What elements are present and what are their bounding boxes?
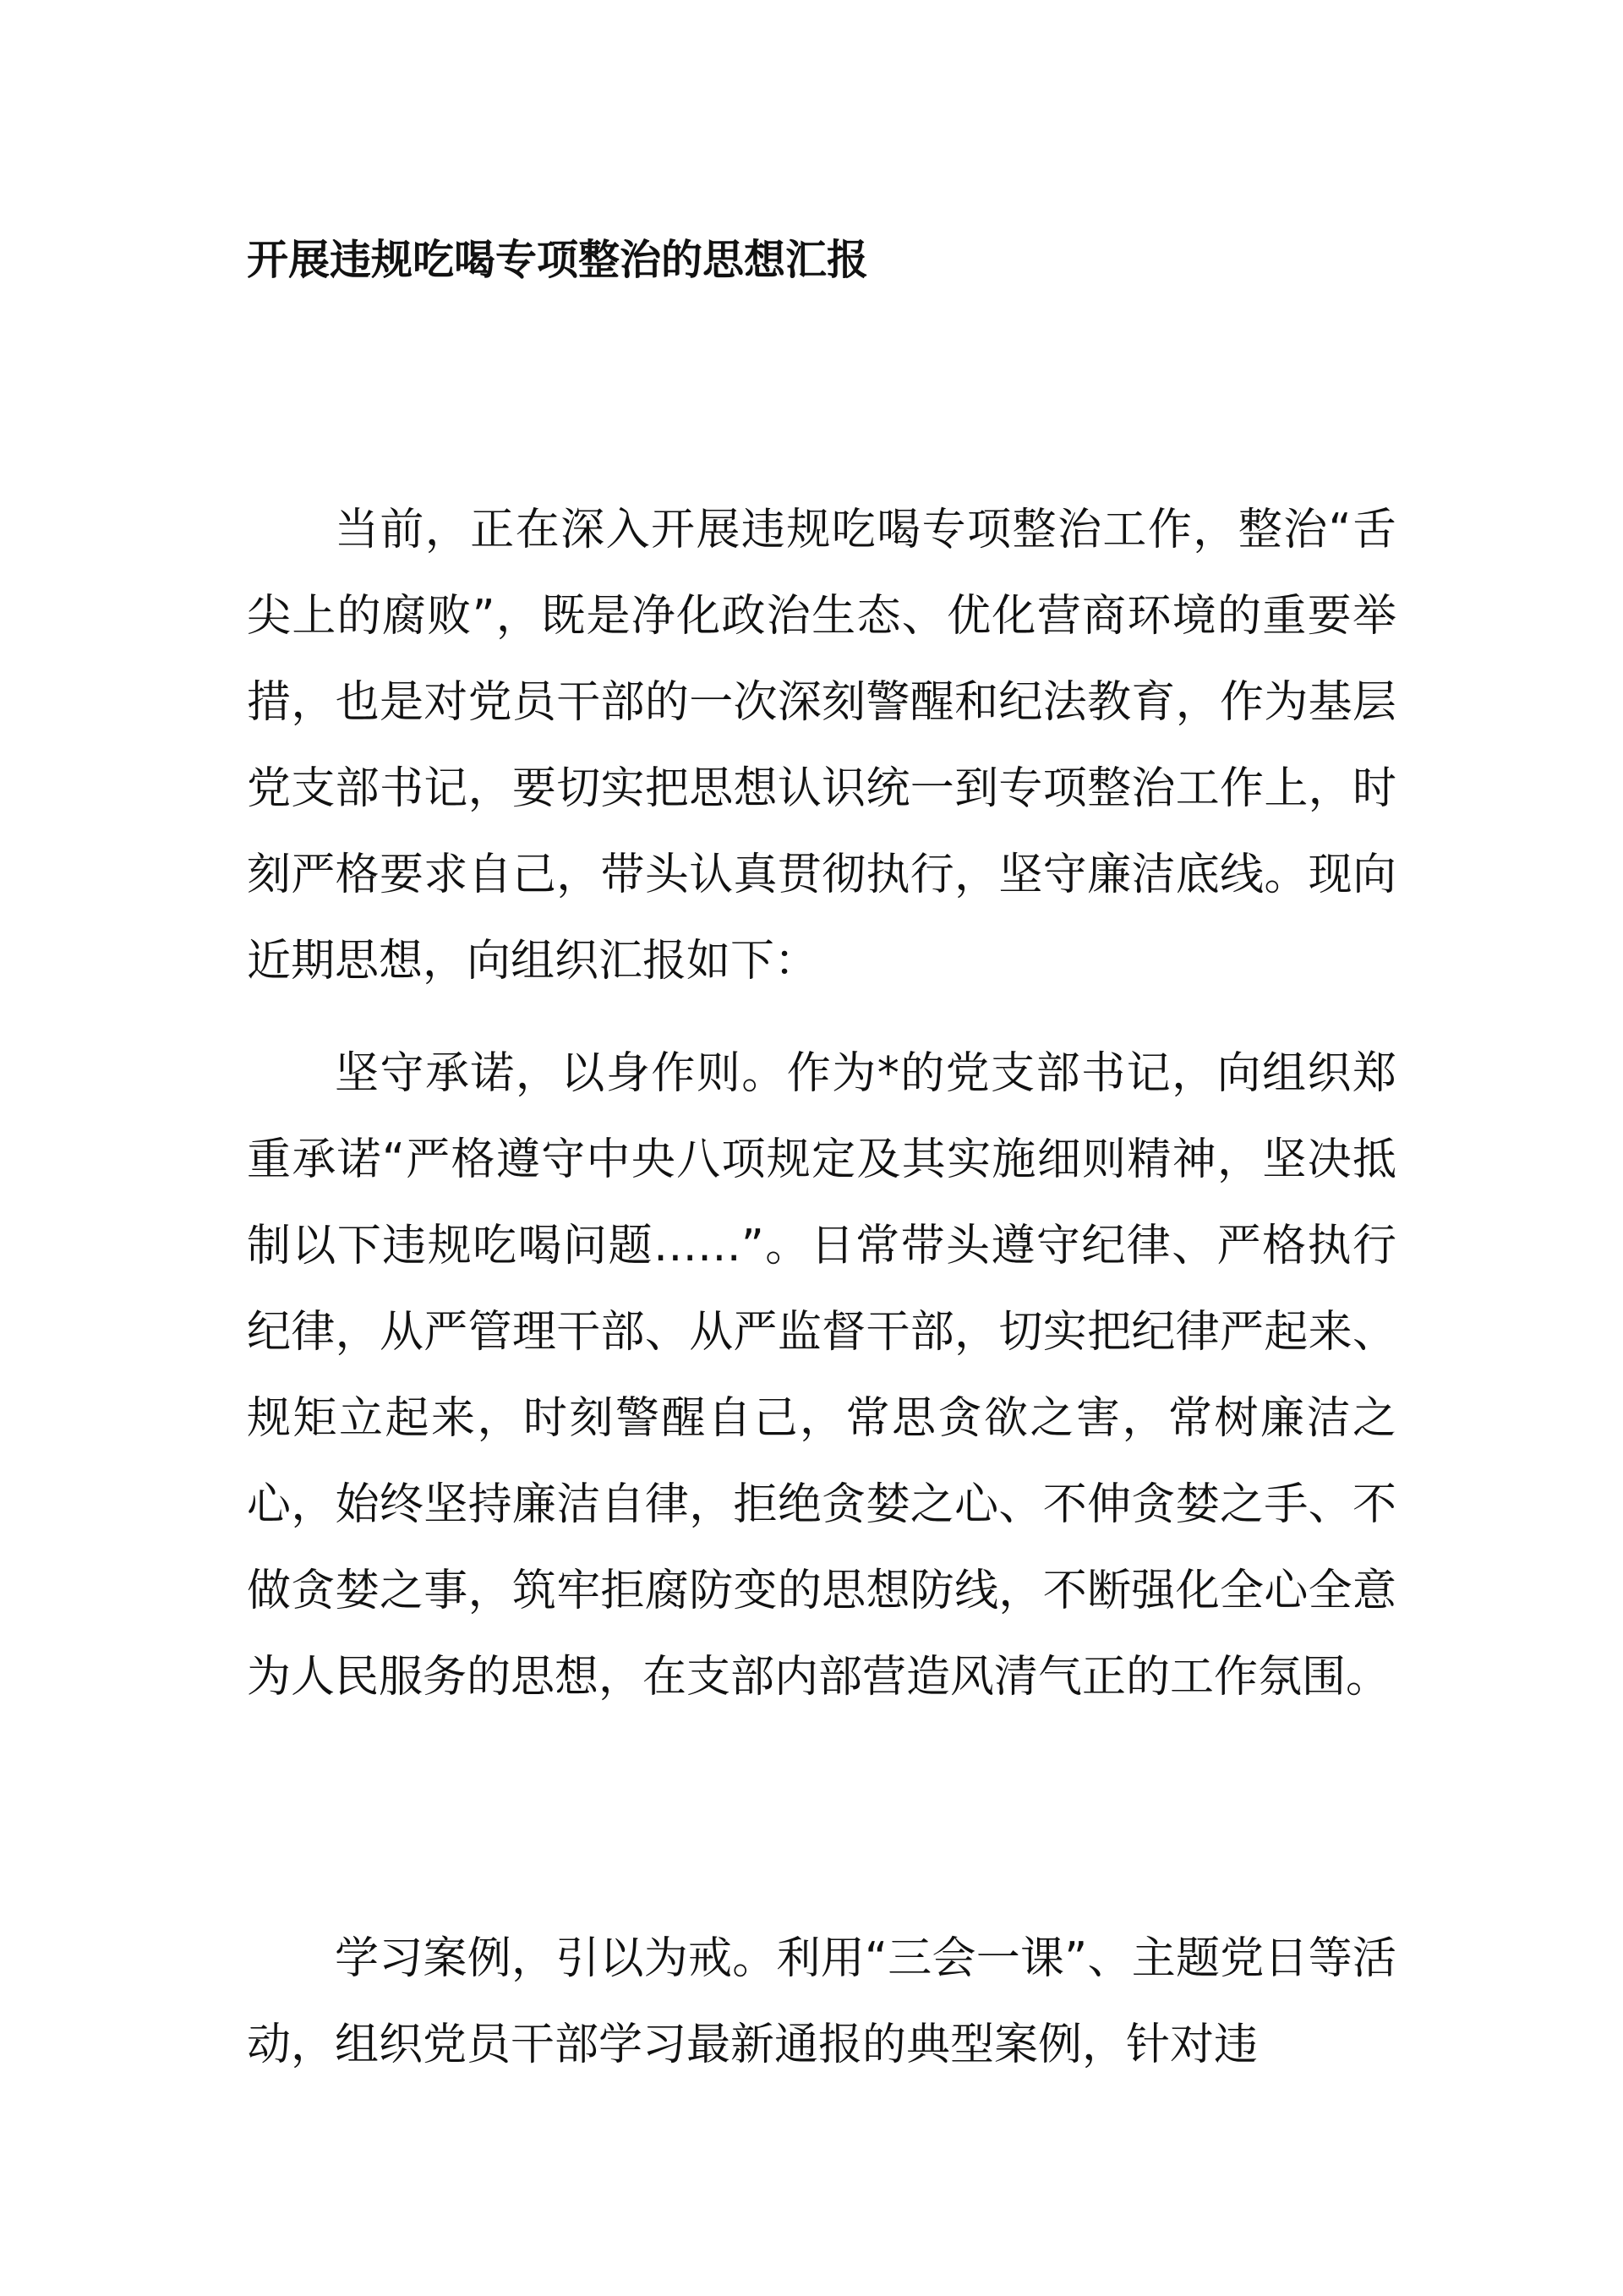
paragraph-intro: 当前，正在深入开展违规吃喝专项整治工作，整治“舌尖上的腐败”，既是净化政治生态、优化营商环境的重要举措，也是对党员干部的一次深刻警醒和纪法教育，作为基层党支部书记，要切实把思想认识统一到专项整治工作上，时刻严格要求自己，带头认真贯彻执行，坚守廉洁底线。现向近期思想，向组织汇报如下： — [247, 505, 1396, 987]
paragraph-commitment: 坚守承诺，以身作则。作为*的党支部书记，向组织郑重承诺“严格遵守中央八项规定及其实施细则精神，坚决抵制以下违规吃喝问题……”。日常带头遵守纪律、严格执行纪律，从严管理干部、从严监督干部，切实把纪律严起来、规矩立起来，时刻警醒自己，常思贪欲之害，常树廉洁之心，始终坚持廉洁自律，拒绝贪婪之心、不伸贪婪之手、不做贪婪之事，筑牢拒腐防变的思想防线，不断强化全心全意为人民服务的思想，在支部内部营造风清气正的工作氛围。 — [247, 1048, 1396, 1703]
paragraph-case-study: 学习案例，引以为戒。利用“三会一课”、主题党日等活动，组织党员干部学习最新通报的典型案例，针对违 — [247, 1933, 1396, 2070]
document-title: 开展违规吃喝专项整治的思想汇报 — [247, 236, 869, 284]
